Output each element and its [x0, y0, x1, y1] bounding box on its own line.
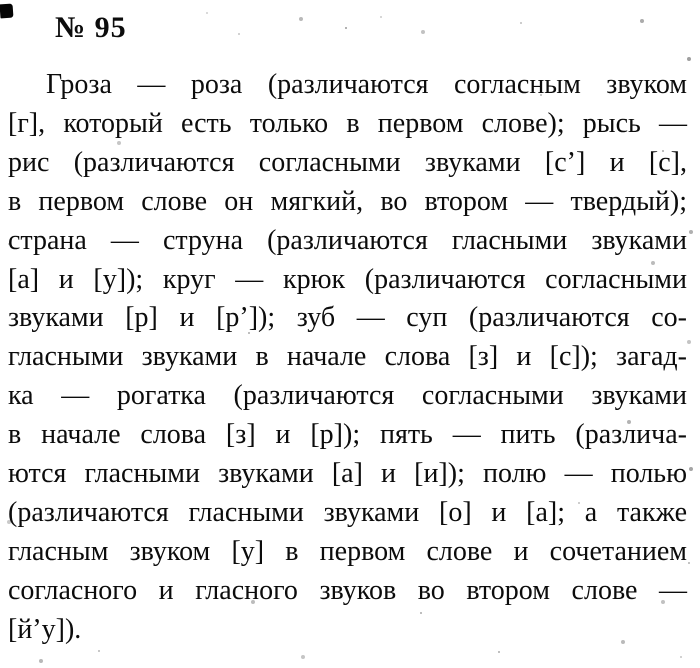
- text-line: Гроза — роза (различаются согласным звуком: [46, 69, 687, 100]
- text-line: страна — струна (различаются гласными звуками: [8, 224, 687, 256]
- text-line: гласным звуком [у] в первом слове и сочетанием: [8, 535, 687, 567]
- text-line: согласного и гласного звуков во втором слове —: [8, 574, 687, 606]
- answer-text: [8, 66, 687, 650]
- scan-artifact: [0, 4, 13, 19]
- text-line: [а] и [у]); круг — крюк (различаются согласными: [8, 263, 687, 295]
- scan-noise: [0, 0, 2, 2]
- text-line: ются гласными звуками [а] и [и]); полю — полью: [8, 458, 687, 490]
- text-line: звуками [р] и [р’]); зуб — суп (различаются со-: [8, 302, 687, 334]
- exercise-number: № 95: [55, 11, 127, 44]
- text-line: в первом слове он мягкий, во втором — твердый);: [8, 185, 687, 217]
- text-line: гласными звуками в начале слова [з] и [с]); загад-: [8, 341, 687, 373]
- text-line: [й’у]).: [8, 613, 82, 645]
- text-line: ка — рогатка (различаются согласными звуками: [8, 380, 687, 412]
- text-line: рис (различаются согласными звуками [с’] и [с],: [8, 146, 687, 178]
- text-line: в начале слова [з] и [р]); пять — пить (различа-: [8, 419, 687, 451]
- text-line: (различаются гласными звуками [о] и [а]; а также: [8, 496, 687, 528]
- text-line: [г], который есть только в первом слове); рысь —: [8, 107, 687, 139]
